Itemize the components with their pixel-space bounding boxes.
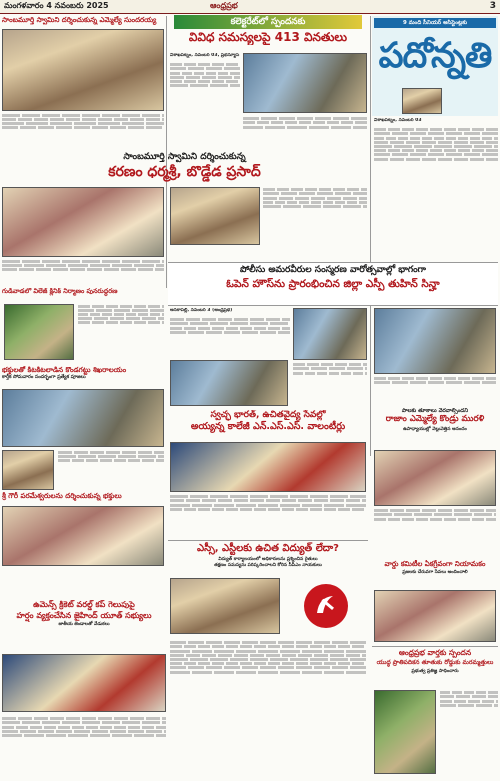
ap-headline-line1: ఆంధ్రప్రభ వార్తకు స్పందన <box>398 648 472 657</box>
masthead <box>0 0 500 14</box>
padonnathi-title: పదోన్నతి <box>378 36 492 76</box>
ward-headline: వార్డు కమిటీల ఏకగ్రీవంగా నియామకం <box>384 560 486 568</box>
padonnathi-photo <box>402 88 442 114</box>
police-open-house-photo <box>170 360 288 406</box>
sc-st-article <box>168 540 368 576</box>
police-photo <box>293 308 367 360</box>
kondagattu-article <box>2 366 164 388</box>
womens-cricket-article <box>2 600 166 652</box>
gudivada-article <box>2 288 164 302</box>
collectorate-kicker: కలెక్టరేట్‌లో స్పందనకు <box>174 15 362 29</box>
ap-subline: ప్రభుత్వ ప్రతిజ్ఞ సాధించారు <box>411 668 459 674</box>
article-body-text <box>374 376 496 406</box>
womens-headline-line1: ఉమెన్స్ క్రికెట్ వరల్డ్ కప్ గెలుపుపై <box>33 600 135 609</box>
gudivada-headline: గుడివాడలో విలేజ్ క్లినిక్ నిర్మాణం పునరుద్ధరణ <box>2 288 118 295</box>
karanam-photo <box>2 187 164 257</box>
article-body-text <box>374 508 496 556</box>
police-headline-line2: ఓపెన్ హౌస్‌ను ప్రారంభించిన జిల్లా ఎస్పీ తుహిన్ సిన్హా <box>226 278 440 291</box>
kondagattu-subline: కార్తీక సోమవారం సందర్భంగా ప్రత్యేక పూజలు <box>2 375 86 381</box>
swachh-headline-line2: అయ్యన్న కాలేజీ ఎన్.ఎస్.ఎస్. వాలంటీర్లు <box>190 421 346 433</box>
gowri-article <box>2 492 164 504</box>
road-repair-photo <box>374 690 436 774</box>
article-body-text <box>263 187 367 259</box>
karanam-headline: కరణం ధర్మశ్రీ, బొడ్డేడ ప్రసాద్ <box>108 164 261 181</box>
ward-article <box>372 560 498 588</box>
article-body-text <box>2 716 166 776</box>
article-body-text <box>170 62 240 150</box>
article-body-text <box>78 304 164 360</box>
kondagattu-headline: భక్తులతో కిటకిటలాడిన కొండగట్టు శిఖరాలయం <box>2 366 127 374</box>
rajam-article <box>372 408 498 448</box>
sambamurthy-article <box>2 16 164 28</box>
gudivada-photo <box>4 304 74 360</box>
padonnathi-article <box>372 16 498 116</box>
womens-headline-line2: హర్షం వ్యక్తంచేసిన జైహింద్ యూత్ సభ్యులు <box>16 611 152 621</box>
cpm-logo <box>286 578 366 634</box>
karanam-article <box>2 152 367 186</box>
gowri-headline: శ్రీ గౌరీ పరమేశ్వరులను దర్శించుకున్న భక్తులు <box>2 492 122 500</box>
police-right-photo <box>374 308 496 374</box>
masthead-paper-name: ఆంధ్రప్రభ <box>210 1 238 10</box>
karanam-kicker: సాంబమూర్తి స్వామిని దర్శించుకున్న <box>123 152 246 162</box>
rajam-subline: ఉపాధ్యాయుల్లో వెల్లువెత్తిన ఆనందం <box>403 427 467 433</box>
rajam-photo <box>374 450 496 506</box>
womens-cricket-photo <box>2 654 166 712</box>
sc-st-sub1: విద్యుత్ కార్యాలయంలో అధికారులను ప్రశ్నించిన రైతులు <box>218 556 318 562</box>
article-body-text <box>2 113 164 138</box>
masthead-date: మంగళవారం 4 నవంబరు 2025 <box>4 1 109 10</box>
article-body-text <box>170 640 366 776</box>
police-headline-line1: పోలీసు అమరవీరుల సంస్మరణ వారోత్సవాల్లో భాగంగా <box>240 265 426 275</box>
kondagattu-photo <box>2 389 164 447</box>
hammer-sickle-icon <box>303 583 349 629</box>
swachh-headline-line1: స్వచ్ఛ భారత్, ఉచితవైద్య సేవల్లో <box>210 410 326 420</box>
swachh-photo <box>170 442 366 492</box>
karanam-second-photo <box>170 187 260 245</box>
collectorate-photo <box>243 53 367 113</box>
sambamurthy-headline: సాంబమూర్తి స్వామిని దర్శించుకున్న ఎమ్మెల్యే సుందరయ్య <box>2 16 157 24</box>
article-body-text <box>440 690 498 774</box>
article-body-text <box>58 450 164 490</box>
article-body-text <box>2 259 164 284</box>
sambamurthy-photo <box>2 29 164 111</box>
gowri-temple-photo <box>2 506 164 566</box>
sc-st-photo <box>170 578 280 634</box>
gowri-photo <box>2 450 54 490</box>
andhra-prabha-response-article <box>372 646 498 686</box>
rajam-kicker: పాలకు తూకాలు వెరవాల్సిందని <box>401 408 469 414</box>
sc-st-sub2: తక్షణం సమస్యను పరిష్కరించాలని కోరిన సీపీఎం నాయకులు <box>214 562 322 568</box>
article-body-text <box>293 362 367 406</box>
swachh-article <box>168 410 368 440</box>
police-byline: అనకాపల్లి, నవంబర్ 3 (ఆంధ్రప్రభ) <box>170 308 233 313</box>
page-number: 3 <box>489 1 496 11</box>
article-body-text <box>243 116 367 150</box>
collectorate-byline: విశాఖపట్నం, నవంబర్ 03, ప్రభన్యూస్ <box>170 53 240 58</box>
article-body-text <box>374 127 498 257</box>
collectorate-article <box>168 15 368 51</box>
article-body-text <box>170 494 366 534</box>
column-divider <box>370 16 371 456</box>
rajam-headline: రాజాం ఎమ్మెల్యే కొండ్రు మురళి <box>385 414 485 425</box>
ap-headline-line2: యుద్ధ ప్రాతిపదికన తూతుకు రోడ్డుకు మరమ్మత్తులు <box>376 658 494 666</box>
sc-st-headline: ఎస్సీ, ఎస్టీలకు ఉచిత విద్యుత్ లేదా? <box>197 543 339 554</box>
padonnathi-byline: విశాఖపట్నం, నవంబర్ 03 <box>374 118 422 123</box>
article-body-text <box>170 317 290 357</box>
ward-subline: ప్రజలకు చేరువగా సేవలు అందించాలి <box>402 570 468 576</box>
padonnathi-tag: 9 మంది సీనియర్ అసిస్టెంట్లకు <box>374 18 496 28</box>
collectorate-headline: వివిధ సమస్యలపై 413 వినతులు <box>188 31 348 44</box>
ward-photo <box>374 590 496 642</box>
police-article <box>168 262 498 306</box>
womens-sub: జాతీయ జెండాలతో వేడుకలు <box>58 622 110 628</box>
